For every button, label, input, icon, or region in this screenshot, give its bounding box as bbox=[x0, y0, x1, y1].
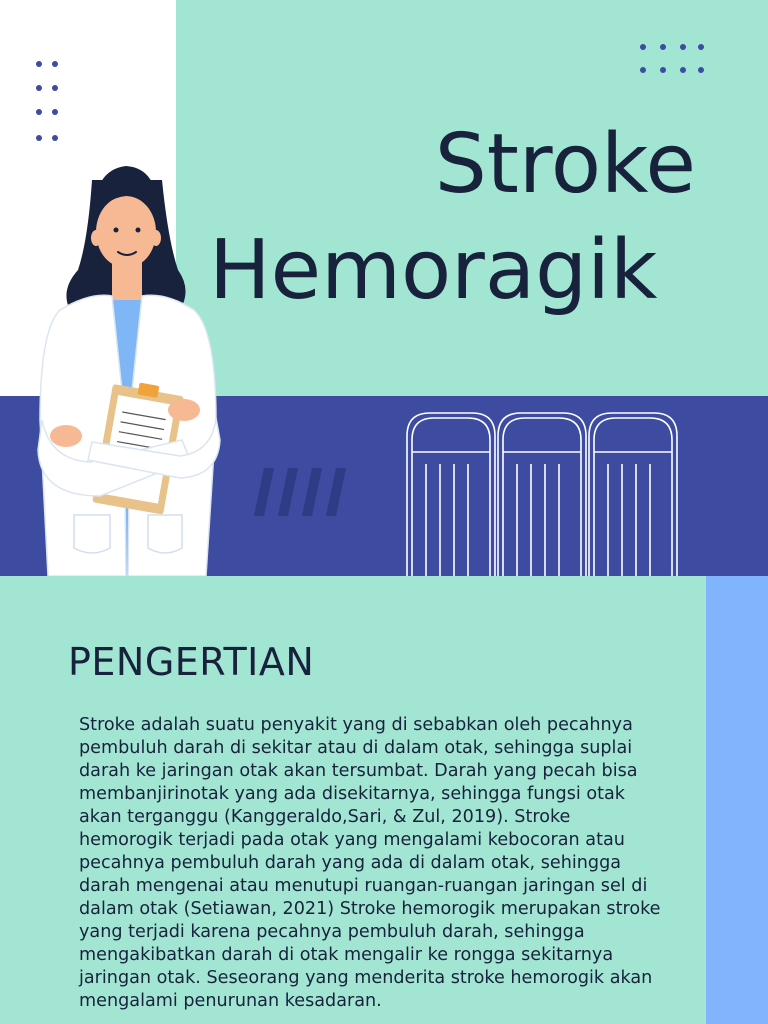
title-line-2: Hemoragik bbox=[209, 223, 658, 318]
section-body-text: Stroke adalah suatu penyakit yang di sebabkan oleh pecahnya pembuluh darah di sekitar atau di dalam otak, sehingga suplai darah ke jaringan otak akan tersumbat. Darah yang pecah bisa membanjirinotak yang ada disekitarnya, sehingga fungsi otak akan terganggu (Kanggeraldo,Sari, & Zul, 2019). Stroke hemorogik terjadi pada otak yang mengalami kebocoran atau pecahnya pembuluh darah yang ada di dalam otak, sehingga darah mengenai atau menutupi ruangan-ruangan jaringan sel di dalam otak (Setiawan, 2021) Stroke hemorogik merupakan stroke yang terjadi karena pecahnya pembuluh darah, sehingga mengakibatkan darah di otak mengalir ke rongga sekitarnya jaringan otak. Seseorang yang menderita stroke hemorogik akan mengalami penurunan kesadaran. bbox=[79, 715, 661, 1011]
doctor-illustration bbox=[30, 160, 226, 576]
slash-stripes-decoration bbox=[252, 466, 352, 518]
blue-side-bar bbox=[706, 576, 768, 1024]
section-heading: PENGERTIAN bbox=[68, 640, 315, 684]
dot-grid-decoration-left bbox=[36, 61, 62, 145]
hospital-screen-illustration bbox=[404, 410, 682, 576]
dot-grid-decoration-right bbox=[640, 44, 706, 76]
title-line-1: Stroke bbox=[434, 117, 696, 212]
